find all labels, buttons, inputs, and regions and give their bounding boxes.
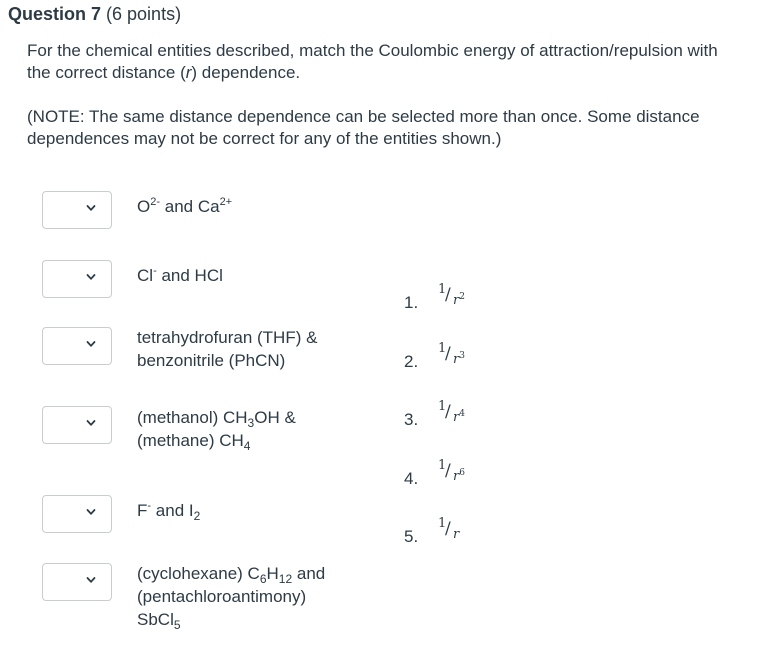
answer-number: 3.	[404, 410, 419, 429]
distance-fraction: 1 / $r^2$	[438, 282, 465, 308]
question-title: Question 7	[8, 4, 102, 24]
match-item-label: F- and $I_2$	[137, 500, 201, 523]
chevron-down-icon	[86, 575, 96, 585]
match-item-label: tetrahydrofuran (THF) & benzonitrile (PhCN)	[137, 328, 318, 370]
distance-fraction: 1 / r	[438, 516, 460, 542]
match-item-label: (methanol) $CH_3OH$ & (methane) $CH_4$	[137, 408, 296, 453]
answer-select-dropdown[interactable]	[42, 495, 112, 533]
question-prompt: For the chemical entities described, match the Coulombic energy of attraction/repulsion with the correct distance (r) dependence.	[27, 41, 718, 82]
answer-select-dropdown[interactable]	[42, 327, 112, 365]
chevron-down-icon	[86, 272, 96, 282]
match-item-label: $O^{2-}$ and $Ca^{2+}$	[137, 196, 233, 216]
chevron-down-icon	[86, 339, 96, 349]
match-item-label: (cyclohexane) $C_6H_{12}$ and (pentachloroantimony) SbCl$_5$	[137, 564, 326, 632]
answer-number: 4.	[404, 469, 419, 488]
answer-number: 2.	[404, 352, 419, 371]
answer-number: 1.	[404, 293, 419, 312]
answer-select-dropdown[interactable]	[42, 563, 112, 601]
question-points: (6 points)	[106, 4, 182, 24]
answer-option	[404, 341, 478, 372]
answer-option	[404, 282, 478, 313]
answer-option	[404, 399, 478, 430]
chevron-down-icon	[86, 418, 96, 428]
answer-select-dropdown[interactable]	[42, 406, 112, 444]
answer-option	[404, 516, 478, 547]
answer-number: 5.	[404, 527, 419, 546]
chevron-down-icon	[86, 203, 96, 213]
answer-option	[404, 458, 478, 489]
distance-fraction: 1 / $r^3$	[438, 341, 465, 367]
match-item-label: Cl- and HCl	[137, 265, 223, 285]
chevron-down-icon	[86, 507, 96, 517]
distance-fraction: 1 / $r^4$	[438, 399, 465, 425]
answer-select-dropdown[interactable]	[42, 260, 112, 298]
question-header	[8, 4, 181, 25]
distance-fraction: 1 / $r^6$	[438, 458, 465, 484]
answer-select-dropdown[interactable]	[42, 191, 112, 229]
question-note: (NOTE: The same distance dependence can be selected more than once. Some distance dependences may not be correct for any of the entities shown.)	[27, 107, 700, 148]
